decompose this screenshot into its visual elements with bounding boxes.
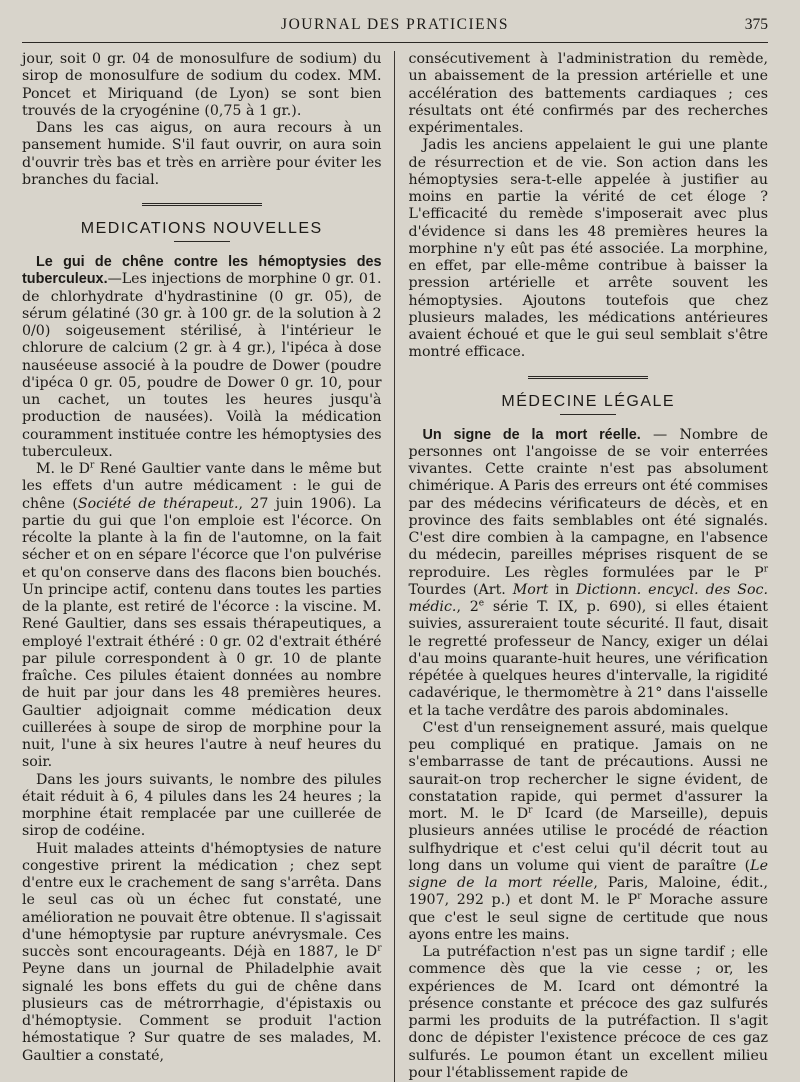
section-underline [560, 414, 616, 415]
running-title: JOURNAL DES PRATICIENS [281, 16, 509, 33]
two-column-body [22, 51, 768, 1082]
section-title-medications: MEDICATIONS NOUVELLES [80, 220, 323, 237]
paragraph-cas-aigus: Dans les cas aigus, on aura recours à un pansement humide. S'il faut ouvrir, on aura soin d'ouvrir très bas et très en arrière pour éviter les branches du facial. [22, 120, 382, 188]
paragraph-injections-text: Les injections de morphine 0 gr. 01. de chlorhydrate d'hydrastinine (0 gr. 05), de sérum gélatiné (30 gr. à 100 gr. de la solution à 2 0/0) soigeusement stérilisé, à l'intérieur le chlorure de calcium (2 gr. à 4 gr.), l'ipéca à dose nauséeuse associé à la poudre de Dower (poudre d'ipéca 0 gr. 05, poudre de Dower 0 gr. 10, pour un cachet, un toutes les heures jusqu'à production de nausées). Voilà la médication couramment instituée contre les hémoptysies des tuberculeux. [22, 271, 382, 460]
paragraph-renseignement: C'est d'un renseignement assuré, mais quelque peu compliqué en pratique. Jamais on ne s'embarrasse de tant de précautions. Aussi ne saurait-on trop rechercher le signe évident, de constatation rapide, qui permet d'assurer la mort. M. le $D^r$ Icard (de Marseille), depuis plusieurs années utilise le procédé de réaction sulfhydrique et c'est celui qu'il décrit tout au long dans un volume qui vient de paraître (Le signe de la mort réelle, Paris, Maloine, édit., 1907, 292 p.) et dont M. le $P^r$ Morache assure que c'est le seul signe de certitude que nous ayons entre les mains. [408, 719, 768, 943]
running-head [22, 14, 768, 43]
article-title-gui: Le gui de chêne contre les hémoptysies des tuberculeux. [22, 254, 382, 288]
article-title-signe: Un signe de la mort réelle. [422, 426, 641, 443]
section-divider [528, 376, 648, 381]
section-title-medecine-legale: MÉDECINE LÉGALE [501, 392, 676, 410]
paragraph-gaultier: M. le $D^r$ René Gaultier vante dans le même but les effets d'un autre médicament : le gui de chêne (Société de thérapeut., 27 juin 1906). La partie du gui que l'on emploie est l'écorce. On récolte la plante à la fin de l'automne, on la fait sécher et on en sépare l'écorce que l'on pulvérise et qu'on conserve dans des flacons bien bouchés. Un principe actif, contenu dans toutes les parties de la plante, est retiré de l'écorce : la viscine. M. René Gaultier, dans ses essais thérapeutiques, a employé l'extrait éthéré : 0 gr. 02 d'extrait éthéré par pilule correspondent à 0 gr. 10 de plante fraîche. Ces pilules étaient données au nombre de huit par jour dans les 48 premières heures. Gaultier adjoignait comme médication deux cuillerées à soupe de sirop de morphine pour la nuit, l'une à six heures l'autre à neuf heures du soir. [22, 460, 382, 771]
paragraph-continued: jour, soit 0 gr. 04 de monosulfure de sodium) du sirop de monosulfure de sodium du codex. MM. Poncet et Miriquand (de Lyon) se sont bien trouvés de la cryogénine (0,75 à 1 gr.). [22, 51, 382, 119]
paragraph-jadis: Jadis les anciens appelaient le gui une plante de résurrection et de vie. Son action dans les hémoptysies sera-t-elle appelée à justifier au moins en partie la vérité de cet éloge ? L'efficacité du remède s'imposerait avec plus d'évidence si dans les 48 premières heures la morphine n'y eût pas été associée. La morphine, en effet, par elle-même contribue à baisser la pression artérielle et arrête souvent les hémoptysies. Ajoutons toutefois que chez plusieurs malades, les médications antérieures avaient échoué et que le gui seul semblait s'être montré efficace. [408, 137, 768, 361]
left-column [22, 51, 395, 1082]
paragraph-putrefaction: La putréfaction n'est pas un signe tardif ; elle commence dès que la vie cesse ; or, les expériences de M. Icard ont démontré la présence constante et précoce des gaz sulfurés parmi les produits de la putréfaction. Il s'agit donc de dépister l'existence précoce de ces gaz sulfurés. Le poumon étant un excellent milieu pour l'établissement rapide de [408, 944, 768, 1081]
section-divider [142, 203, 262, 208]
paragraph-huit-malades: Huit malades atteints d'hémoptysies de nature congestive prirent la médication ; chez sept d'entre eux le crachement de sang s'arrêta. Dans le seul cas où un échec fut constaté, une amélioration ne pouvait être obtenue. Il s'agissait d'une hémoptysie par rupture anévrysmale. Ces succès sont encourageants. Déjà en 1887, le $D^r$ Peyne dans un journal de Philadelphie avait signalé les bons effets du gui de chêne dans plusieurs cas de métrorrhagie, d'épistaxis ou d'hémoptysie. Comment se produit l'action hémostatique ? Sur quatre de ses malades, M. Gaultier a constaté, [22, 840, 382, 1064]
citation-livre-icard: Le signe de la mort réelle [408, 857, 768, 891]
paragraph-gui-injections: Le gui de chêne contre les hémoptysies des tuberculeux.—Les injections de morphine 0 gr. 01. de chlorhydrate d'hydrastinine (0 gr. 05), de sérum gélatiné (30 gr. à 100 gr. de la solution à 2 0/0) soigeusement stérilisé, à l'intérieur le chlorure de calcium (2 gr. à 4 gr.), l'ipéca à dose nauséeuse associé à la poudre de Dower (poudre d'ipéca 0 gr. 05, poudre de Dower 0 gr. 10, pour un cachet, un toutes les heures jusqu'à production de nausées). Voilà la médication couramment instituée contre les hémoptysies des tuberculeux. [22, 254, 382, 460]
citation-dictionnaire: Dictionn. encycl. des Soc. médic. [408, 581, 769, 615]
paragraph-signe-mort: Un signe de la mort réelle. — Nombre de personnes ont l'angoisse de se voir enterrées vivantes. Cette crainte n'est pas absolument chimérique. A Paris des erreurs ont été commises par des médecins vérificateurs de décès, et en province des faits semblables ont été signalés. C'est dire combien à la campagne, en l'absence du médecin, pareilles méprises risquent de se reproduire. Les règles formulées par le $P^r$ Tourdes (Art. Mort in Dictionn. encycl. des Soc. médic., 2e série T. IX, p. 690), si elles étaient suivies, assureraient toute sécurité. Il faut, disait le regretté professeur de Nancy, exiger un délai d'au moins quarante-huit heures, une vérification répétée à quelques heures d'intervalle, la rigidité cadavérique, le thermomètre à 21° dans l'aisselle et la tache verdâtre des parois abdominales. [408, 426, 769, 719]
citation-societe: Société de thérapeut. [77, 495, 239, 512]
right-column [409, 51, 769, 1082]
section-underline [174, 241, 230, 242]
paragraph-jours-suivants: Dans les jours suivants, le nombre des pilules était réduit à 6, 4 pilules dans les 24 heures ; la morphine était remplacée par une cuillerée de sirop de codéine. [22, 771, 382, 840]
page-number: 375 [744, 16, 768, 33]
citation-mort: Mort [512, 581, 549, 598]
paragraph-continued-right: consécutivement à l'administration du remède, un abaissement de la pression artérielle et une accélération des battements cardiaques ; ces résultats ont été confirmés par des recherches expérimentales. [408, 51, 768, 136]
